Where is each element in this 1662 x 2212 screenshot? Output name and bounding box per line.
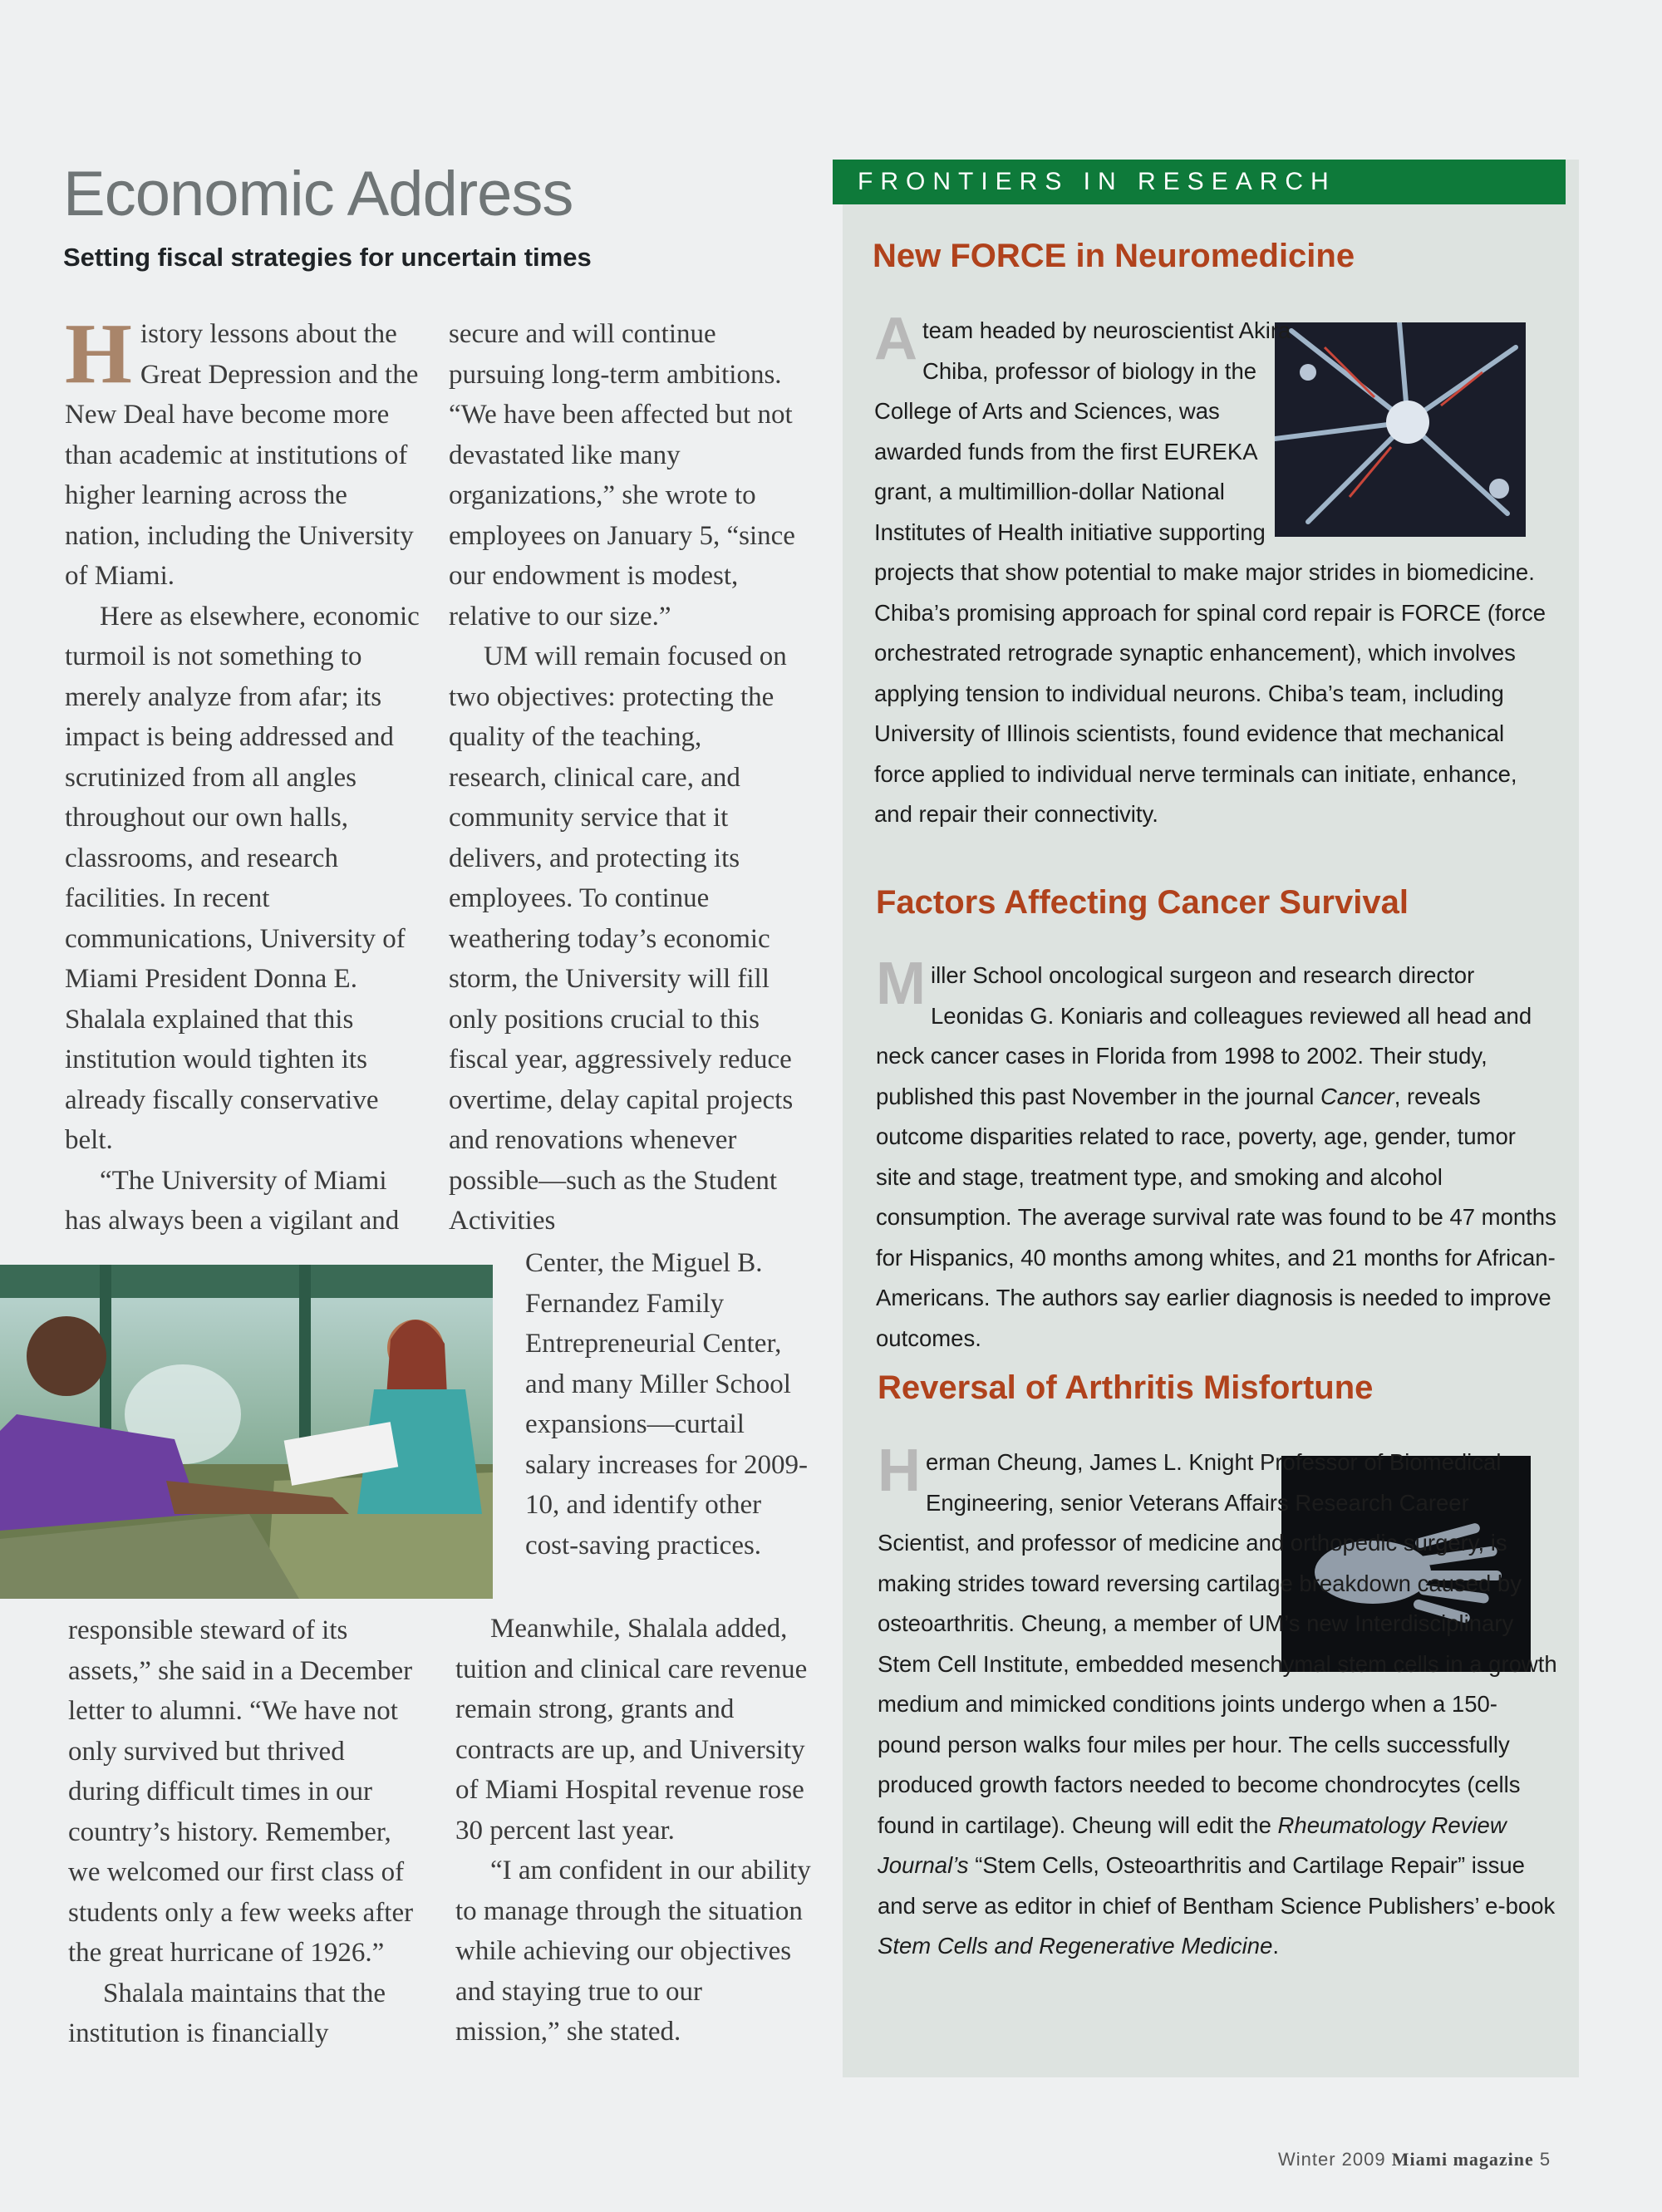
drop-cap: H xyxy=(65,306,132,401)
story-text-arthritis: Herman Cheung, James L. Knight Professor of Biomedical Engineering, senior Veterans Affairs Research Career Scientist, and professor of medicine and orthopedic surgery, is making strides toward reversing cartilage breakdown caused by osteoarthritis. Cheung, a member of UM’s new Interdisciplinary Stem Cell Institute, embedded mesenchymal stem cells in a growth medium and mimicked conditions joints undergo when a 150-pound person walks four miles per hour. The cells successfully produced growth factors needed to become chondrocytes (cells found in cartilage). Cheung will edit the Rheumatology Review Journal’s “Stem Cells, Osteoarthritis and Cartilage Repair” issue and serve as editor in chief of Bentham Science Publishers’ e-book Stem Cells and Regenerative Medicine. xyxy=(878,1438,1557,1959)
page-number: 5 xyxy=(1539,2149,1551,2170)
story-title-neuromedicine: New FORCE in Neuromedicine xyxy=(873,238,1355,274)
article-paragraph: Shalala maintains that the institution is financially xyxy=(68,1978,386,2048)
journal-name: Cancer xyxy=(1320,1083,1394,1109)
article-paragraph: UM will remain focused on two objectives: protecting the quality of the teaching, research, clinical care, and community service that it delivers, and protecting its employees. To continue weathering today’s economic storm, the University will fill only positions crucial to this fiscal year, aggressively reduce overtime, delay capital projects and renovations whenever possible—such as the Student Activities xyxy=(449,641,794,1236)
article-paragraph: History lessons about the Great Depression and the New Deal have become more than academic at institutions of higher learning across the nation, including the University of Miami. xyxy=(65,306,419,591)
article-paragraph: Center, the Miguel B. Fernandez Family Entrepreneurial Center, and many Miller School expansions—curtail salary increases for 2009-10, and identify other cost-saving practices. xyxy=(525,1248,808,1561)
story-title-cancer: Factors Affecting Cancer Survival xyxy=(876,884,1409,921)
drop-cap: M xyxy=(876,951,926,1017)
drop-cap: H xyxy=(878,1438,921,1504)
article-paragraph: secure and will continue pursuing long-term ambitions. “We have been affected but not devastated like many organizations,” she wrote to employees on January 5, “since our endowment is modest, relative to our size.” xyxy=(449,319,795,632)
book-title: Stem Cells and Regenerative Medicine xyxy=(878,1933,1273,1959)
article-paragraph: “I am confident in our ability to manage through the situation while achieving our objectives and staying true to our mission,” she stated. xyxy=(455,1856,811,2047)
journal-name: Rheumatology Review Journal’s xyxy=(878,1811,1507,1878)
sidebar-banner: FRONTIERS IN RESEARCH xyxy=(833,160,1566,204)
article-paragraph: Meanwhile, Shalala added, tuition and clinical care revenue remain strong, grants and contracts are up, and University of Miami Hospital revenue rose 30 percent last year. xyxy=(455,1614,808,1846)
article-paragraph: Here as elsewhere, economic turmoil is not something to merely analyze from afar; its impact is being addressed and scrutinized from all angles throughout our own halls, classrooms, and research facilities. In recent communications, University of Miami President Donna E. Shalala explained that this institution would tighten its already fiscally conservative belt. xyxy=(65,601,420,1155)
footer-season: Winter 2009 xyxy=(1278,2149,1386,2170)
article-column-1 xyxy=(65,306,422,1241)
article-deck: Setting fiscal strategies for uncertain times xyxy=(63,243,592,272)
students-photo xyxy=(0,1265,493,1599)
article-column-1-bottom xyxy=(68,1610,417,2054)
article-headline: Economic Address xyxy=(63,159,573,229)
article-paragraph: responsible steward of its assets,” she said in a December letter to alumni. “We have not only survived but thrived during difficult times in our country’s history. Remember, we welcomed our first class of students only a few weeks after the great hurricane of 1926.” xyxy=(68,1615,414,1968)
article-column-2 xyxy=(449,314,806,1241)
article-column-2-bottom xyxy=(455,1609,811,2052)
story-text-cancer: Miller School oncological surgeon and research director Leonidas G. Koniaris and colleagues reviewed all head and neck cancer cases in Florida from 1998 to 2002. Their study, published this past November in the journal Cancer, reveals outcome disparities related to race, poverty, age, gender, tumor site and stage, treatment type, and smoking and alcohol consumption. The average survival rate was found to be 47 months for Hispanics, 40 months among whites, and 21 months for African-Americans. The authors say earlier diagnosis is needed to improve outcomes. xyxy=(876,951,1556,1351)
footer-magazine: Miami magazine xyxy=(1391,2149,1534,2170)
story-body: team headed by neuroscientist Akira Chiba, professor of biology in the College of Arts and Sciences, was awarded funds from the first EUREKA grant, a multimillion-dollar National Institutes of Health initiative supporting projects that show potential to make major strides in biomedicine. Chiba’s promising approach for spinal cord repair is FORCE (force orchestrated retrograde synaptic enhancement), which involves applying tension to individual neurons. Chiba’s team, including University of Illinois scientists, found evidence that mechanical force applied to individual nerve terminals can initiate, enhance, and repair their connectivity. xyxy=(874,317,1546,827)
article-paragraph: “The University of Miami has always been a vigilant and xyxy=(65,1165,400,1236)
story-title-arthritis: Reversal of Arthritis Misfortune xyxy=(878,1369,1374,1406)
page-footer xyxy=(1278,2149,1551,2170)
article-column-2-wrap xyxy=(525,1243,808,1566)
drop-cap: A xyxy=(874,306,917,372)
story-text-neuromedicine-wrap xyxy=(874,306,1557,835)
